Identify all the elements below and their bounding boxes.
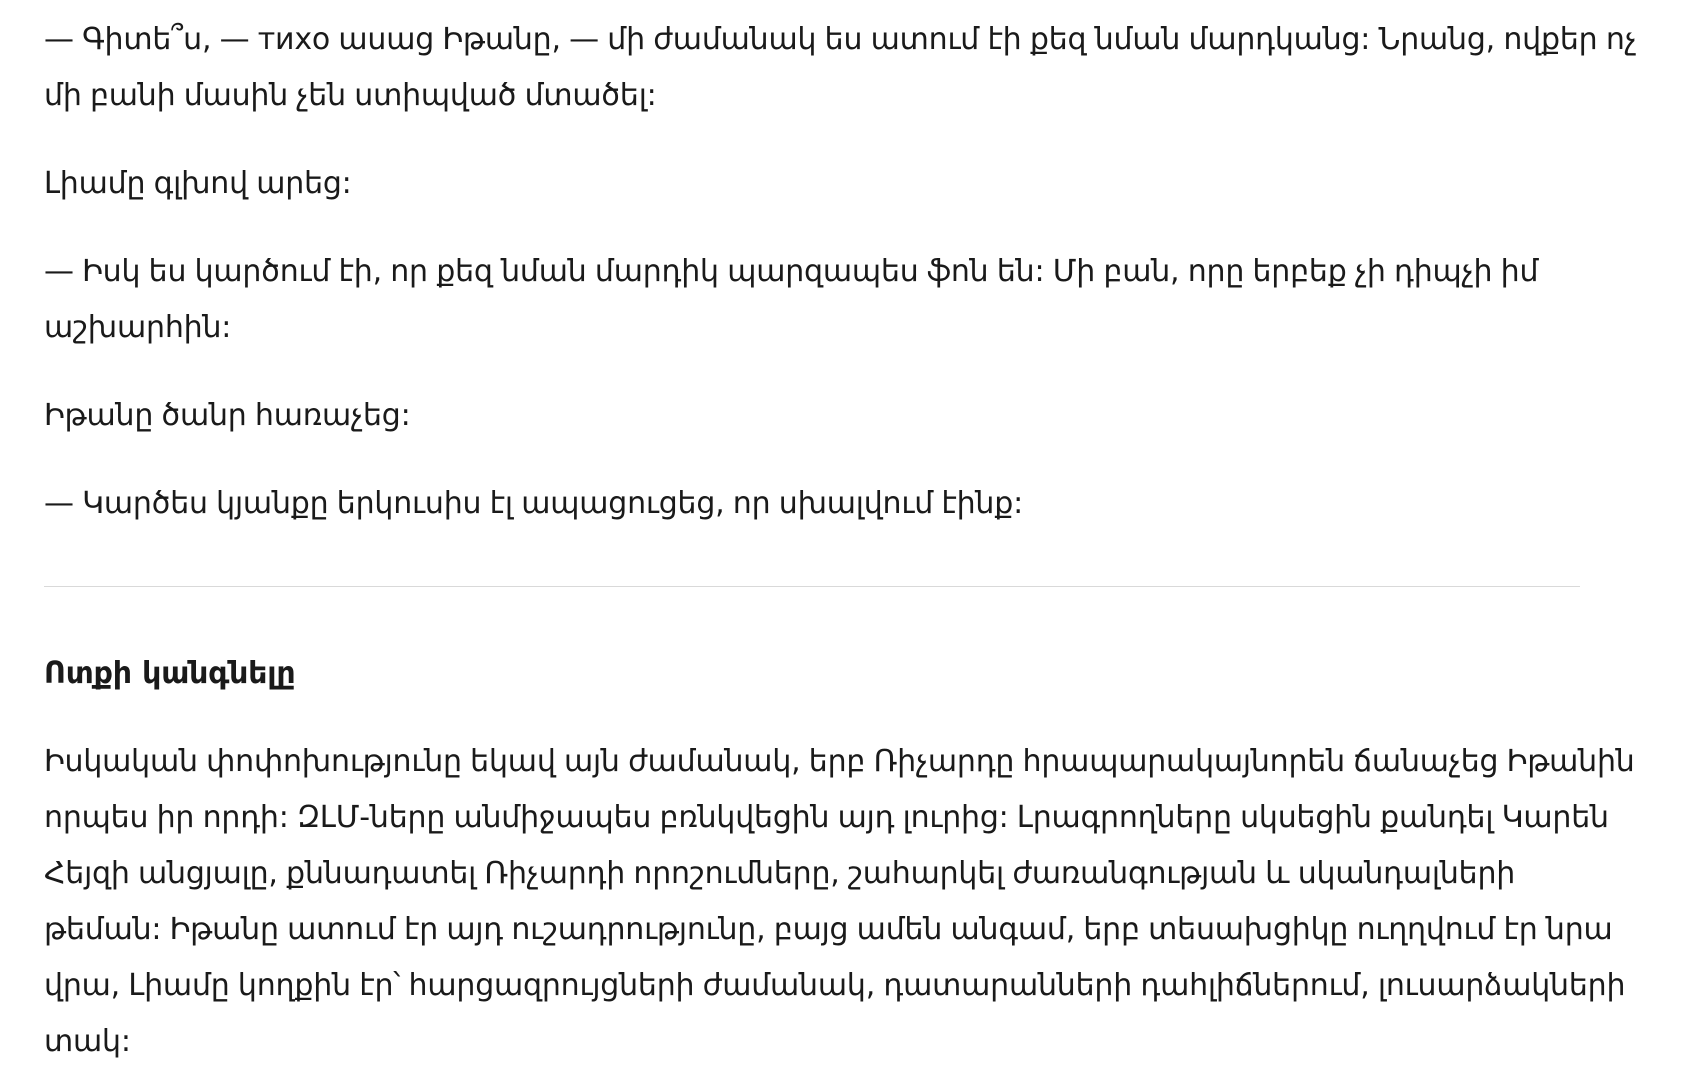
text-line: տակ: [44, 1024, 131, 1059]
text-line: վրա, Լիամը կողքին էր՝ հարցազրույցների ժամանակ, դատարանների դահլիճներում, լուսարձակների [44, 968, 1626, 1003]
text-line: թեման: Իթանը ատում էր այդ ուշադրությունը, բայց ամեն անգամ, երբ տեսախցիկը ուղղվում էր նրա [44, 912, 1613, 947]
paragraph [44, 244, 1538, 356]
text-line: որպես իր որդի: ԶԼՄ-ները անմիջապես բռնկվեցին այդ լուրից: Լրագրողները սկսեցին քանդել Կարեն [44, 800, 1609, 835]
paragraph [44, 388, 411, 444]
text-line: աշխարհին: [44, 310, 232, 345]
text-line: Իթանը ծանր հառաչեց: [44, 398, 411, 433]
paragraph [44, 12, 1637, 124]
text-line: Լիամը գլխով արեց: [44, 166, 352, 201]
text-line: — Գիտե՞ս, — тихо ասաց Իթանը, — մի ժամանակ ես ատում էի քեզ նման մարդկանց: Նրանց, ովքեր ոչ [44, 22, 1637, 57]
paragraph [44, 734, 1635, 1070]
text-line: Իսկական փոփոխությունը եկավ այն ժամանակ, երբ Ռիչարդը հրապարակայնորեն ճանաչեց Իթանին [44, 744, 1635, 779]
text-line: մի բանի մասին չեն ստիպված մտածել: [44, 78, 657, 113]
section-heading: Ոտքի կանգնելը [44, 656, 296, 691]
text-line: Հեյզի անցյալը, քննադատել Ռիչարդի որոշումները, շահարկել ժառանգության և սկանդալների [44, 856, 1516, 891]
text-line: — Կարծես կյանքը երկուսիս էլ ապացուցեց, որ սխալվում էինք: [44, 486, 1024, 521]
section-divider [44, 586, 1580, 587]
paragraph [44, 476, 1023, 532]
text-line: — Իսկ ես կարծում էի, որ քեզ նման մարդիկ պարզապես ֆոն են: Մի բան, որը երբեք չի դիպչի իմ [44, 254, 1539, 289]
paragraph [44, 156, 352, 212]
